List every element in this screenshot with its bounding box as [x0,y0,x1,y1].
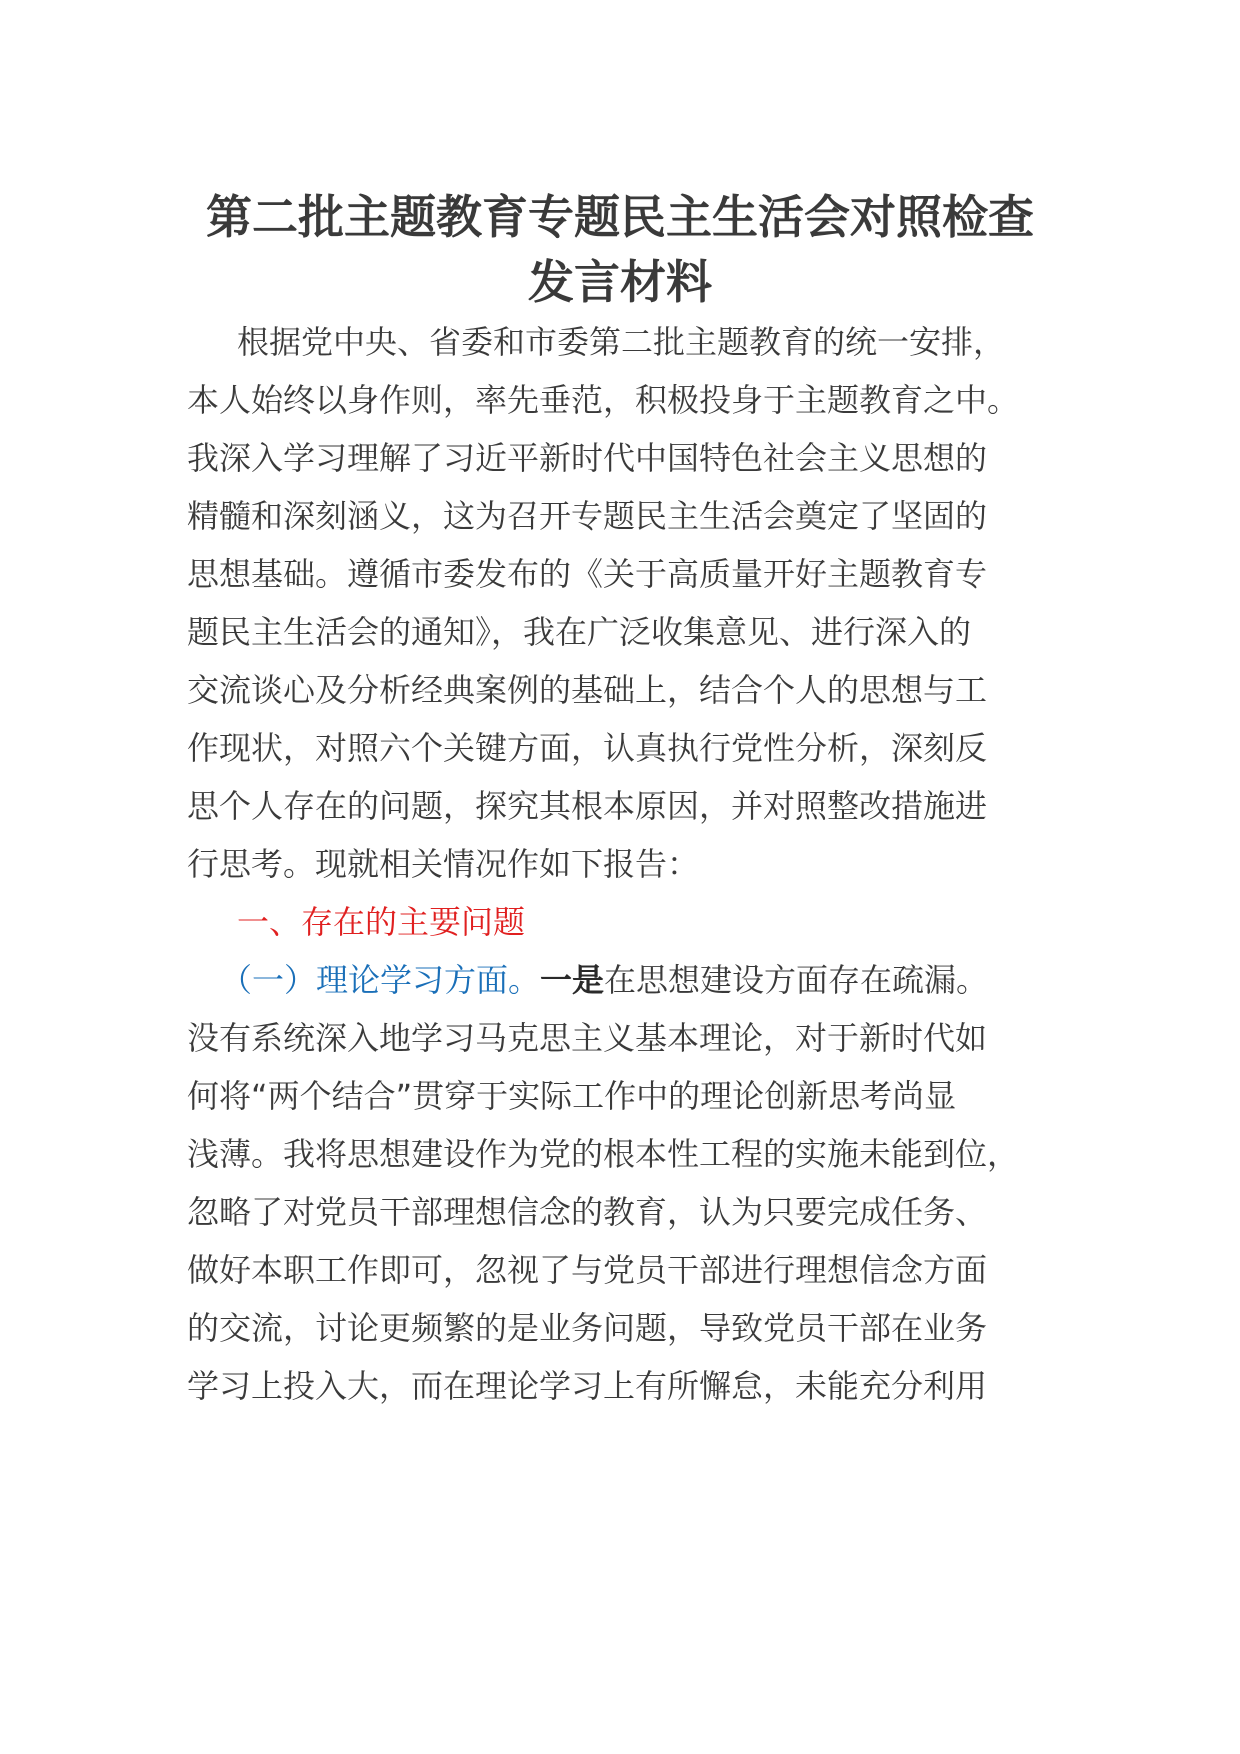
intro-line: 本人始终以身作则，率先垂范，积极投身于主题教育之中。 [187,381,1020,419]
body-line: 做好本职工作即可，忽视了与党员干部进行理想信念方面 [187,1251,988,1289]
document-title [150,185,1090,315]
body-line: 浅薄。我将思想建设作为党的根本性工程的实施未能到位， [187,1135,1020,1173]
intro-line: 行思考。现就相关情况作如下报告： [187,845,700,883]
subsection-first-line [220,960,1120,1000]
body-line: 的交流，讨论更频繁的是业务问题，导致党员干部在业务 [187,1309,988,1347]
intro-line: 作现状，对照六个关键方面，认真执行党性分析，深刻反 [187,729,988,767]
section-heading: 一、存在的主要问题 [237,903,526,941]
title-line-2: 发言材料 [528,255,712,309]
body-line: 没有系统深入地学习马克思主义基本理论，对于新时代如 [187,1019,988,1057]
title-line-1: 第二批主题教育专题民主生活会对照检查 [206,190,1034,244]
subsection-lead: 一是 [540,961,605,999]
intro-line: 思个人存在的问题，探究其根本原因，并对照整改措施进 [187,787,988,825]
intro-line: 题民主生活会的通知》，我在广泛收集意见、进行深入的 [187,613,972,651]
intro-line: 交流谈心及分析经典案例的基础上，结合个人的思想与工 [187,671,988,709]
subsection-text: 在思想建设方面存在疏漏。 [604,961,989,999]
body-line: 何将“两个结合”贯穿于实际工作中的理论创新思考尚显 [187,1077,957,1115]
body-line: 忽略了对党员干部理想信念的教育，认为只要完成任务、 [187,1193,988,1231]
subsection-heading: （一）理论学习方面。 [220,961,541,999]
intro-line: 根据党中央、省委和市委第二批主题教育的统一安排， [237,323,1006,361]
intro-line: 我深入学习理解了习近平新时代中国特色社会主义思想的 [187,439,988,477]
intro-line: 精髓和深刻涵义，这为召开专题民主生活会奠定了坚固的 [187,497,988,535]
body-line: 学习上投入大，而在理论学习上有所懈怠，未能充分利用 [187,1367,988,1405]
intro-line: 思想基础。遵循市委发布的《关于高质量开好主题教育专 [187,555,988,593]
